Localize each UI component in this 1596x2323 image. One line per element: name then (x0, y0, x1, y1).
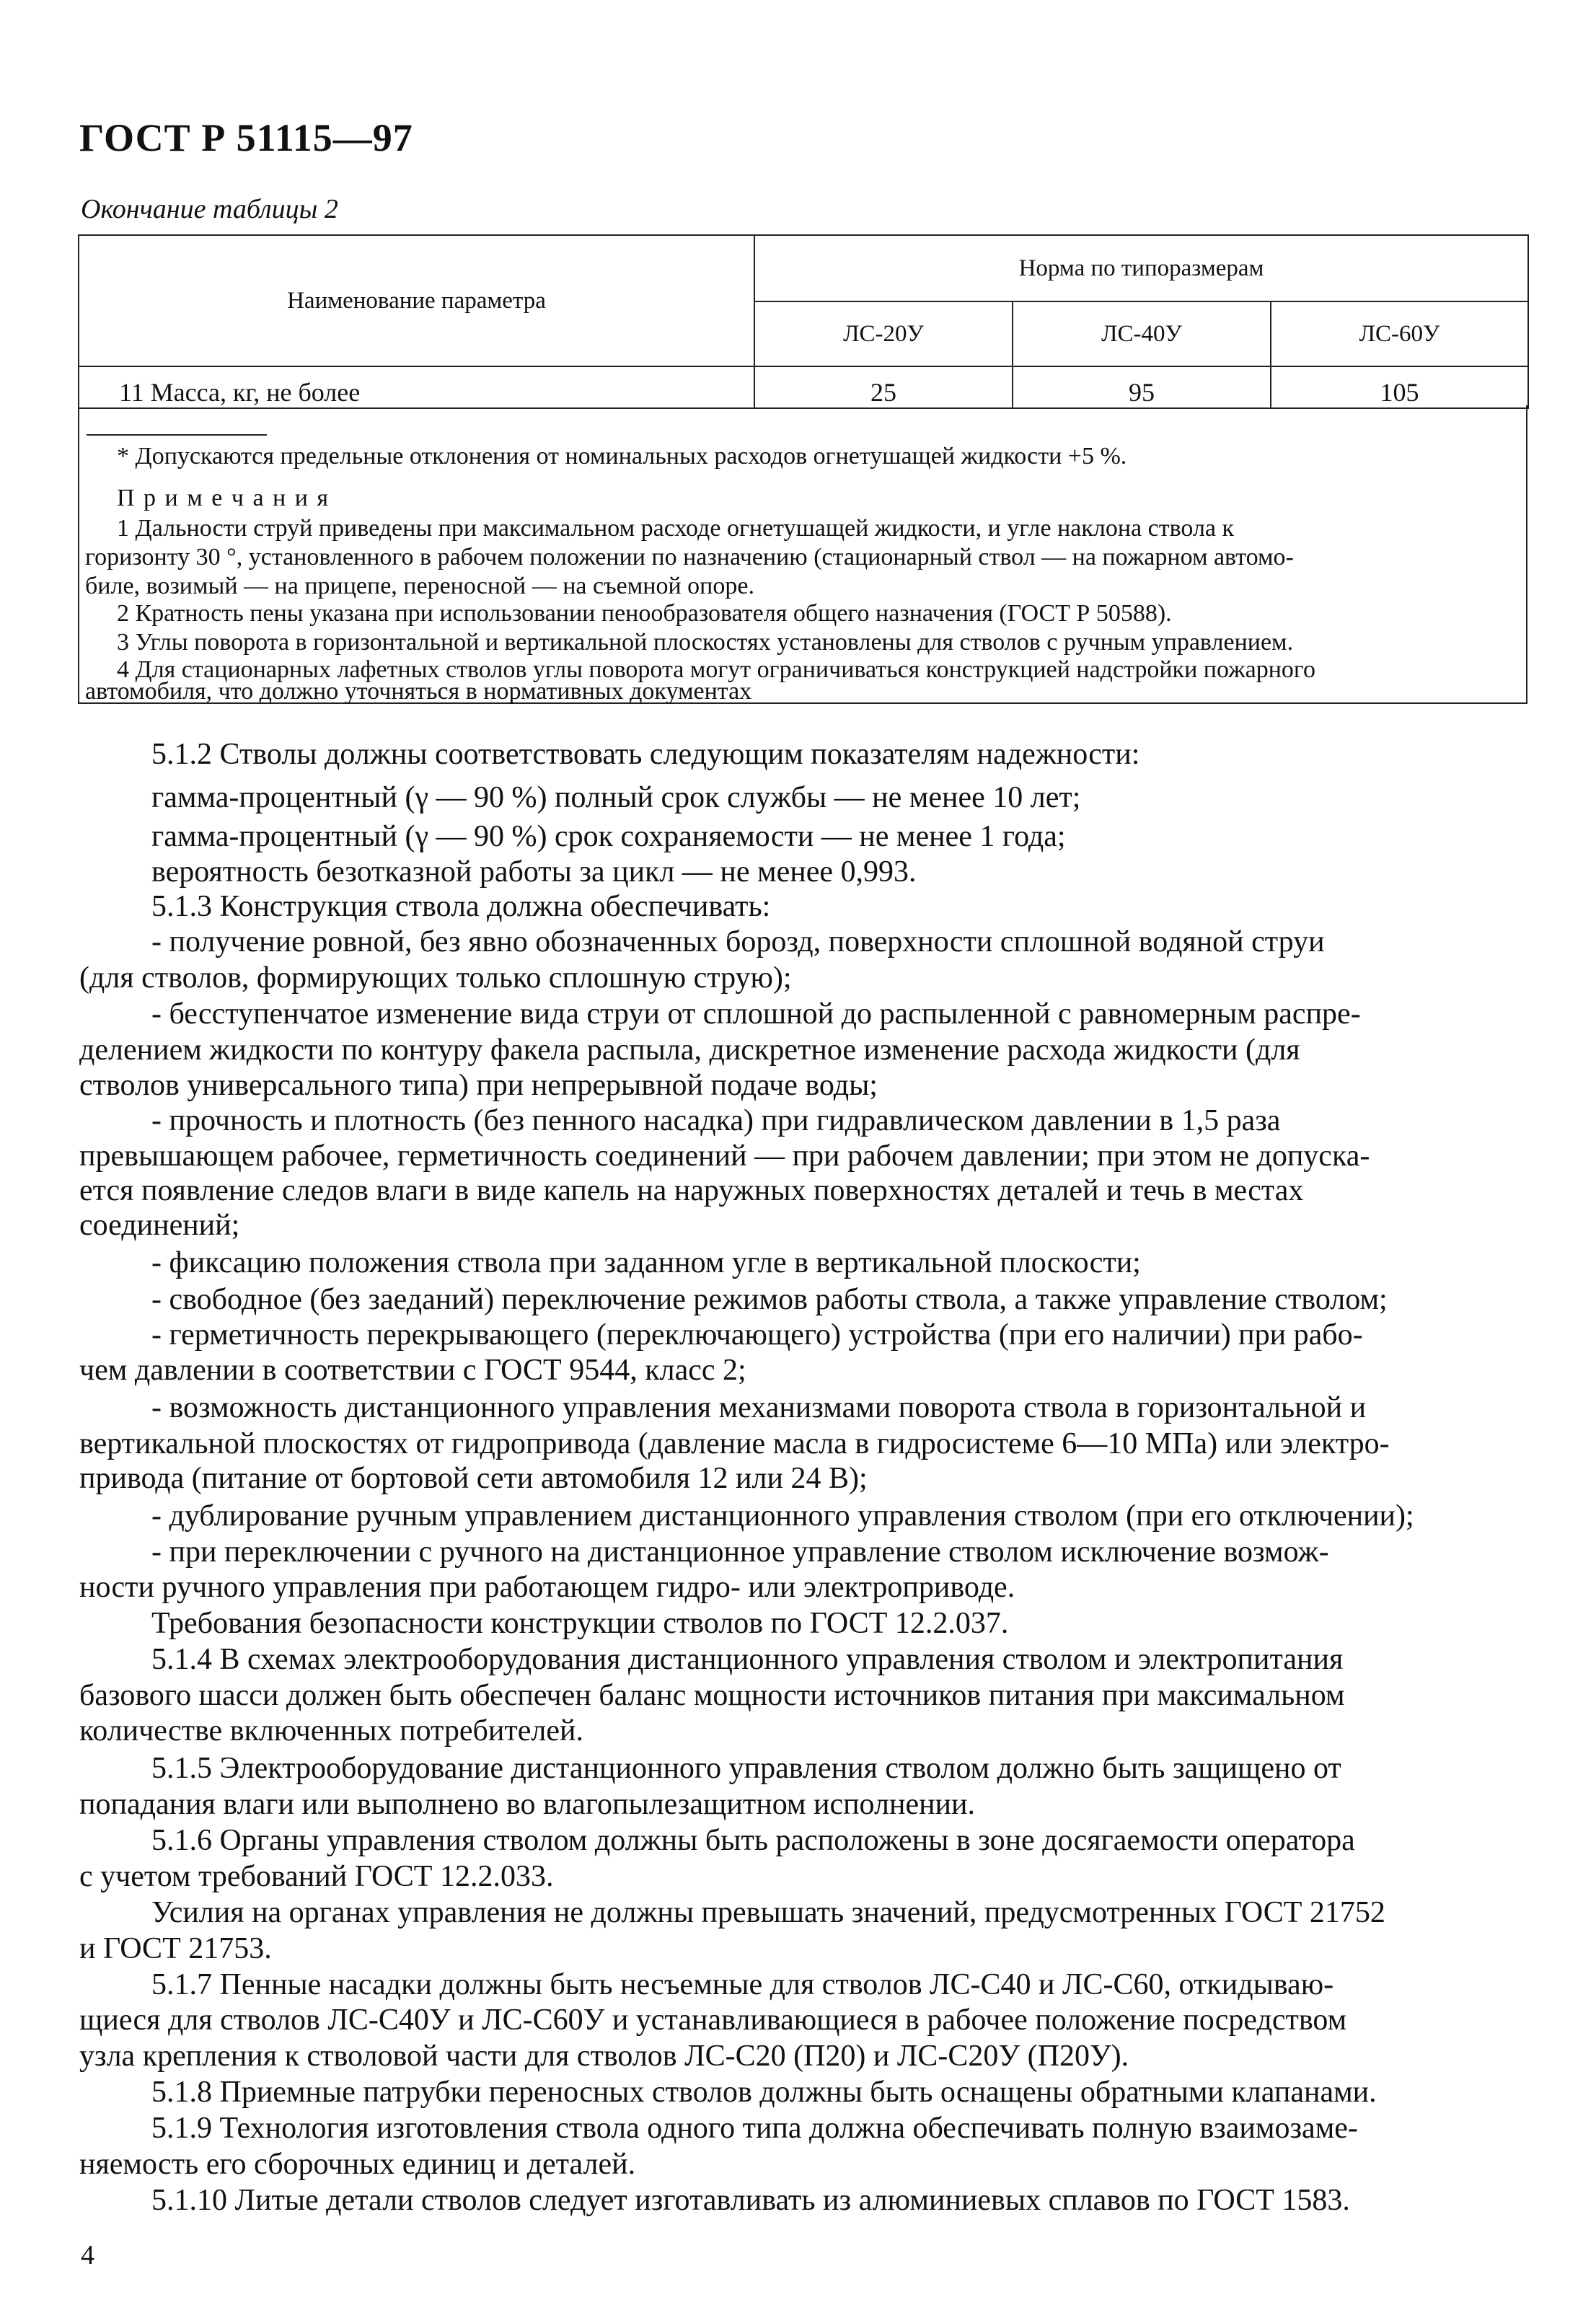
body-line: няемость его сборочных единиц и деталей. (79, 2148, 636, 2181)
body-line: попадания влаги или выполнено во влагопылезащитном исполнении. (79, 1788, 976, 1821)
body-line: чем давлении в соответствии с ГОСТ 9544, класс 2; (79, 1354, 746, 1387)
note-line: 4 Для стационарных лафетных стволов углы поворота могут ограничиваться конструкцией надстройки пожарного (117, 656, 1315, 683)
notes-heading: П р и м е ч а н и я (117, 485, 330, 511)
body-line: ности ручного управления при работающем гидро- или электроприводе. (79, 1571, 1015, 1604)
cell-value: 25 (754, 366, 1013, 408)
footnote: * Допускаются предельные отклонения от номинальных расходов огнетушащей жидкости +5 %. (117, 443, 1127, 470)
body-line: 5.1.7 Пенные насадки должны быть несъемные для стволов ЛС-С40 и ЛС-С60, откидываю- (151, 1968, 1334, 2001)
table-row (79, 366, 1528, 408)
body-line: Требования безопасности конструкции стволов по ГОСТ 12.2.037. (151, 1607, 1009, 1640)
size-header: ЛС-20У (754, 301, 1013, 366)
body-line: - герметичность перекрывающего (переключающего) устройства (при его наличии) при рабо- (151, 1318, 1363, 1352)
body-line: привода (питание от бортовой сети автомобиля 12 или 24 В); (79, 1462, 868, 1495)
page-number: 4 (81, 2240, 94, 2270)
body-line: 5.1.10 Литые детали стволов следует изготавливать из алюминиевых сплавов по ГОСТ 1583. (151, 2184, 1350, 2217)
cell-value: 105 (1271, 366, 1528, 408)
body-line: вертикальной плоскостях от гидропривода (давление масла в гидросистеме 6—10 МПа) или электро- (79, 1427, 1390, 1460)
row-label: 11 Масса, кг, не более (79, 366, 754, 408)
footnote-rule (87, 434, 267, 436)
body-line: 5.1.9 Технология изготовления ствола одного типа должна обеспечивать полную взаимозаме- (151, 2112, 1358, 2145)
body-line: узла крепления к стволовой части для стволов ЛС-С20 (П20) и ЛС-С20У (П20У). (79, 2040, 1129, 2073)
body-line: 5.1.4 В схемах электрооборудования дистанционного управления стволом и электропитания (151, 1643, 1344, 1676)
body-line: ется появление следов влаги в виде капель на наружных поверхностях деталей и течь в местах (79, 1174, 1304, 1207)
note-line: горизонту 30 °, установленного в рабочем положении по назначению (стационарный ствол — на пожарном автомо- (85, 544, 1294, 570)
note-line: 2 Кратность пены указана при использовании пенообразователя общего назначения (ГОСТ Р 50588). (117, 600, 1172, 627)
table-notes (78, 405, 1527, 704)
cell-value: 95 (1013, 366, 1271, 408)
body-line: 5.1.8 Приемные патрубки переносных стволов должны быть оснащены обратными клапанами. (151, 2076, 1377, 2109)
body-line: - получение ровной, без явно обозначенных борозд, поверхности сплошной водяной струи (151, 925, 1325, 958)
body-line: 5.1.2 Стволы должны соответствовать следующим показателям надежности: (151, 738, 1140, 771)
body-line: (для стволов, формирующих только сплошную струю); (79, 961, 792, 995)
note-line: 3 Углы поворота в горизонтальной и вертикальной плоскостях установлены для стволов с ручным управлением. (117, 629, 1294, 656)
table-caption: Окончание таблицы 2 (81, 194, 338, 224)
body-line: 5.1.5 Электрооборудование дистанционного управления стволом должно быть защищено от (151, 1752, 1341, 1785)
body-line: гамма-процентный (γ — 90 %) полный срок службы — не менее 10 лет; (151, 781, 1081, 814)
body-line: - фиксацию положения ствола при заданном угле в вертикальной плоскости; (151, 1246, 1141, 1279)
body-line: стволов универсального типа) при непрерывной подаче воды; (79, 1069, 878, 1102)
body-line: базового шасси должен быть обеспечен баланс мощности источников питания при максимальном (79, 1679, 1345, 1712)
body-line: вероятность безотказной работы за цикл — не менее 0,993. (151, 855, 917, 889)
norm-column-header: Норма по типоразмерам (754, 235, 1528, 301)
size-header: ЛС-40У (1013, 301, 1271, 366)
note-line: 1 Дальности струй приведены при максимальном расходе огнетушащей жидкости, и угле наклона ствола к (117, 515, 1235, 542)
note-line: автомобиля, что должно уточняться в нормативных документах (85, 678, 752, 705)
body-line: - дублирование ручным управлением дистанционного управления стволом (при его отключении); (151, 1499, 1414, 1533)
body-line: с учетом требований ГОСТ 12.2.033. (79, 1860, 554, 1893)
body-line: - бесступенчатое изменение вида струи от сплошной до распыленной с равномерным распре- (151, 997, 1361, 1031)
body-line: - возможность дистанционного управления механизмами поворота ствола в горизонтальной и (151, 1391, 1367, 1424)
param-column-header: Наименование параметра (79, 235, 754, 366)
document-number: ГОСТ Р 51115—97 (79, 116, 413, 159)
body-line: 5.1.3 Конструкция ствола должна обеспечивать: (151, 890, 771, 923)
note-line: биле, возимый — на прицепе, переносной — на съемной опоре. (85, 573, 754, 599)
body-line: щиеся для стволов ЛС-С40У и ЛС-С60У и устанавливающиеся в рабочее положение посредством (79, 2004, 1347, 2037)
body-line: - свободное (без заеданий) переключение режимов работы ствола, а также управление стволом; (151, 1283, 1388, 1316)
body-line: гамма-процентный (γ — 90 %) срок сохраняемости — не менее 1 года; (151, 820, 1066, 853)
body-line: - прочность и плотность (без пенного насадка) при гидравлическом давлении в 1,5 раза (151, 1104, 1281, 1137)
body-line: и ГОСТ 21753. (79, 1932, 272, 1965)
body-line: Усилия на органах управления не должны превышать значений, предусмотренных ГОСТ 21752 (151, 1896, 1385, 1929)
body-line: превышающем рабочее, герметичность соединений — при рабочем давлении; при этом не допуска- (79, 1140, 1370, 1173)
parameters-table (78, 234, 1527, 409)
size-header: ЛС-60У (1271, 301, 1528, 366)
body-line: количестве включенных потребителей. (79, 1714, 583, 1747)
body-line: - при переключении с ручного на дистанционное управление стволом исключение возмож- (151, 1535, 1329, 1569)
body-line: делением жидкости по контуру факела распыла, дискретное изменение расхода жидкости (для (79, 1033, 1300, 1067)
body-line: 5.1.6 Органы управления стволом должны быть расположены в зоне досягаемости оператора (151, 1824, 1355, 1857)
body-line: соединений; (79, 1209, 240, 1242)
